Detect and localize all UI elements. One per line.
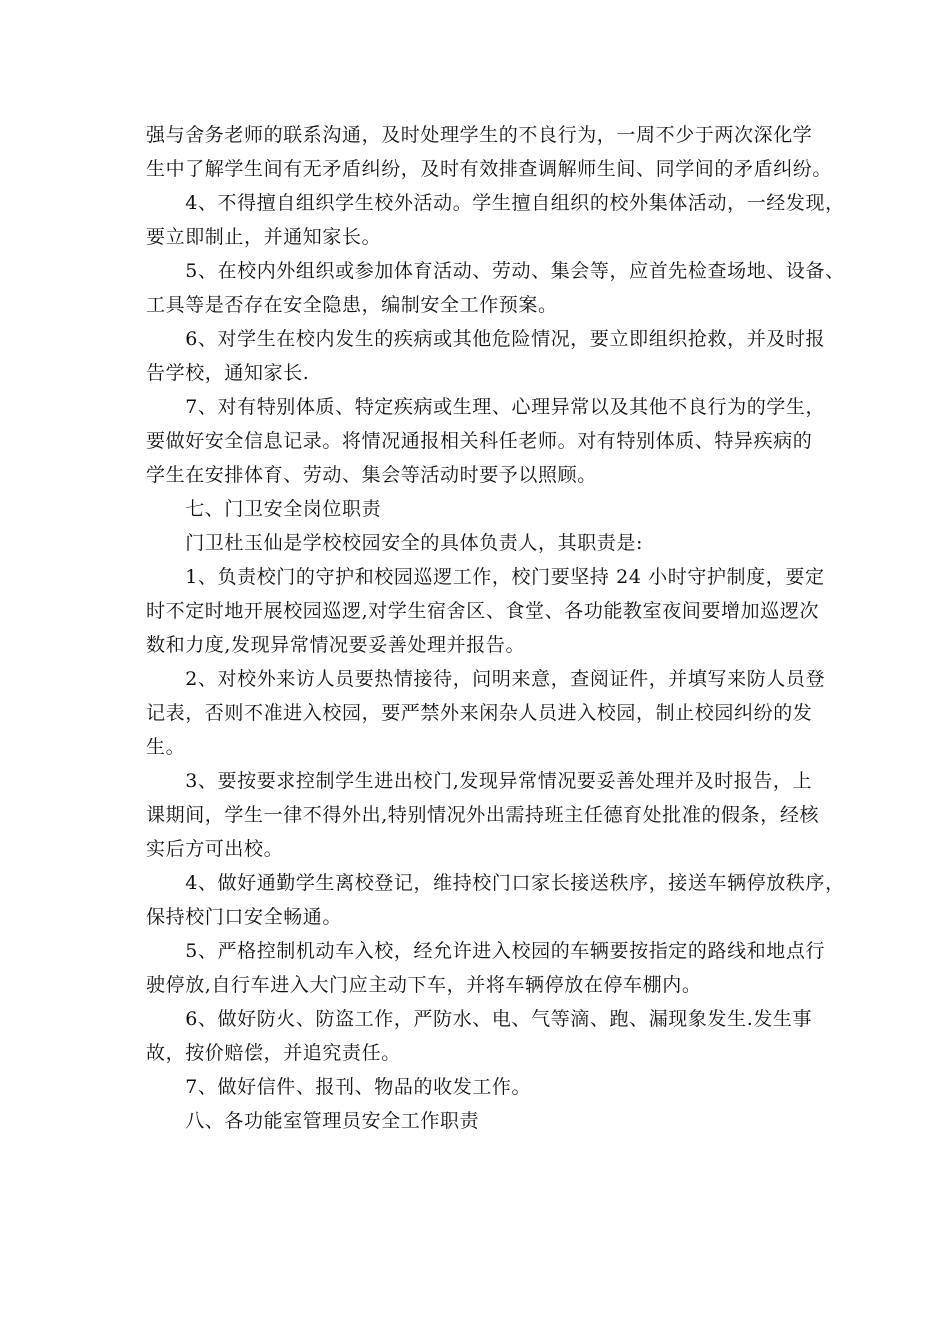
text-line: 要做好安全信息记录。将情况通报相关科任老师。对有特别体质、特异疾病的 <box>146 430 813 452</box>
section-heading: 七、门卫安全岗位职责 <box>146 498 382 520</box>
text-line: 5、严格控制机动车入校，经允许进入校园的车辆要按指定的路线和地点行 <box>146 940 826 962</box>
text-line: 6、对学生在校内发生的疾病或其他危险情况，要立即组织抢救，并及时报 <box>146 328 826 350</box>
text-line: 6、做好防火、防盗工作，严防水、电、气等滴、跑、漏现象发生.发生事 <box>146 1008 813 1030</box>
text-line: 记表，否则不准进入校园，要严禁外来闲杂人员进入校园，制止校园纠纷的发 <box>146 702 813 724</box>
text-line: 1、负责校门的守护和校园巡逻工作，校门要坚持 24 小时守护制度，要定 <box>146 566 825 588</box>
text-line: 强与舍务老师的联系沟通，及时处理学生的不良行为，一周不少于两次深化学 <box>146 124 813 146</box>
text-line: 实后方可出校。 <box>146 838 284 860</box>
text-line: 保持校门口安全畅通。 <box>146 906 343 928</box>
text-line: 7、对有特别体质、特定疾病或生理、心理异常以及其他不良行为的学生， <box>146 396 826 418</box>
text-line: 门卫杜玉仙是学校校园安全的具体负责人，其职责是: <box>146 532 644 554</box>
text-line: 3、要按要求控制学生进出校门,发现异常情况要妥善处理并及时报告，上 <box>146 770 813 792</box>
text-line: 工具等是否存在安全隐患，编制安全工作预案。 <box>146 294 558 316</box>
text-line: 生中了解学生间有无矛盾纠纷，及时有效排查调解师生间、同学间的矛盾纠纷。 <box>146 158 833 180</box>
text-line: 4、做好通勤学生离校登记，维持校门口家长接送秩序，接送车辆停放秩序， <box>146 872 845 894</box>
text-line: 课期间，学生一律不得外出,特别情况外出需持班主任德育处批准的假条，经核 <box>146 804 820 826</box>
text-line: 故，按价赔偿，并追究责任。 <box>146 1042 401 1064</box>
text-line: 驶停放,自行车进入大门应主动下车，并将车辆停放在停车棚内。 <box>146 974 702 996</box>
text-line: 学生在安排体育、劳动、集会等活动时要予以照顾。 <box>146 464 597 486</box>
text-line: 要立即制止，并通知家长。 <box>146 226 382 248</box>
text-line: 5、在校内外组织或参加体育活动、劳动、集会等，应首先检查场地、设备、 <box>146 260 845 282</box>
text-line: 数和力度,发现异常情况要妥善处理并报告。 <box>146 634 526 656</box>
text-line: 生。 <box>146 736 186 758</box>
text-line: 2、对校外来访人员要热情接待，问明来意，查阅证件，并填写来防人员登 <box>146 668 826 690</box>
text-line: 7、做好信件、报刊、物品的收发工作。 <box>146 1076 532 1098</box>
text-line: 告学校，通知家长. <box>146 362 310 384</box>
text-line: 时不定时地开展校园巡逻,对学生宿舍区、食堂、各功能教室夜间要增加巡逻次 <box>146 600 820 622</box>
document-body <box>146 118 845 1138</box>
text-line: 4、不得擅自组织学生校外活动。学生擅自组织的校外集体活动，一经发现， <box>146 192 845 214</box>
section-heading: 八、各功能室管理员安全工作职责 <box>146 1110 480 1132</box>
